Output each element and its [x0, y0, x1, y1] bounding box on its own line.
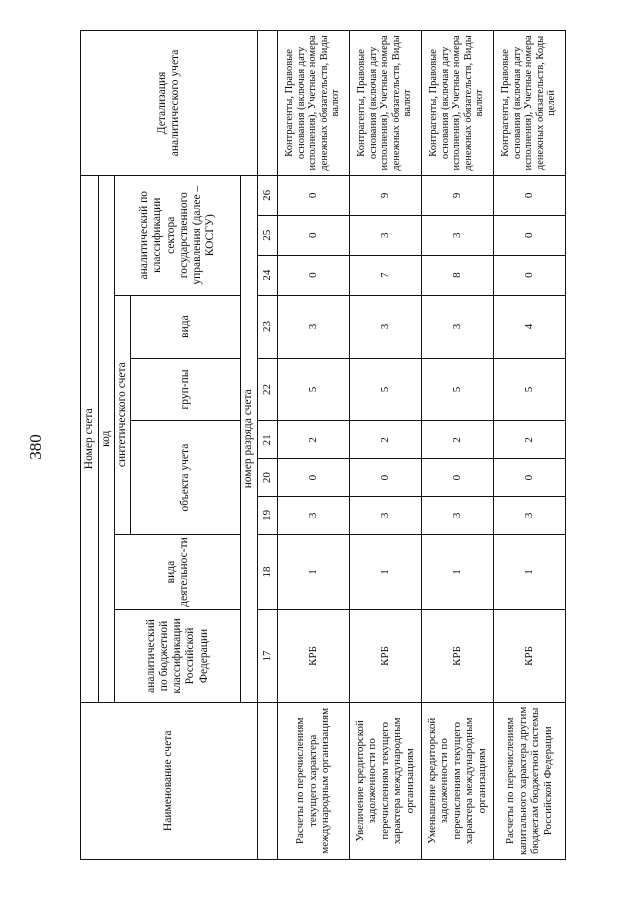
value-cell: 7 [349, 255, 421, 295]
header-activity-type: вида деятельнос-ти [115, 534, 241, 610]
header-kind: вида [131, 295, 241, 358]
value-cell: 3 [349, 215, 421, 255]
header-account-number: Номер счета [81, 175, 99, 702]
value-cell: 9 [349, 175, 421, 215]
column-number-empty [257, 702, 277, 859]
detail-cell: Контрагенты, Правовые основания (включая дату исполнения), Учетные номера денежных обязательств, Виды валют [421, 31, 493, 176]
header-account-name: Наименование счета [81, 702, 258, 859]
value-cell: 2 [349, 421, 421, 459]
table-row [349, 31, 421, 860]
header-object: объекта учета [131, 421, 241, 534]
value-cell: 0 [493, 215, 565, 255]
value-cell: 1 [421, 534, 493, 610]
value-cell: 3 [277, 497, 349, 535]
rotated-table-wrapper [80, 30, 560, 860]
column-number: 21 [257, 421, 277, 459]
header-detail: Детализация аналитического учета [81, 31, 258, 176]
value-cell: 0 [493, 175, 565, 215]
value-cell: 4 [493, 295, 565, 358]
account-name-cell: Расчеты по перечислениям капитального характера другим бюджетам бюджетной системы Российской Федерации [493, 702, 565, 859]
value-cell: КРБ [493, 610, 565, 702]
value-cell: 8 [421, 255, 493, 295]
value-cell: 9 [421, 175, 493, 215]
value-cell: 0 [277, 175, 349, 215]
table-row [421, 31, 493, 860]
header-group: груп-пы [131, 358, 241, 421]
column-number: 22 [257, 358, 277, 421]
value-cell: 3 [421, 215, 493, 255]
header-digit-number: номер разряда счета [241, 175, 257, 702]
value-cell: 0 [277, 215, 349, 255]
table-row [277, 31, 349, 860]
detail-cell: Контрагенты, Правовые основания (включая дату исполнения), Учетные номера денежных обязательств, Виды валют [277, 31, 349, 176]
value-cell: КРБ [349, 610, 421, 702]
value-cell: 2 [277, 421, 349, 459]
value-cell: 1 [349, 534, 421, 610]
value-cell: 0 [349, 459, 421, 497]
value-cell: 3 [349, 497, 421, 535]
value-cell: 1 [277, 534, 349, 610]
column-number: 25 [257, 215, 277, 255]
accounts-table [80, 30, 566, 860]
account-name-cell: Увеличение кредиторской задолженности по перечислениям текущего характера международным организациям [349, 702, 421, 859]
value-cell: 0 [277, 255, 349, 295]
value-cell: КРБ [421, 610, 493, 702]
value-cell: 3 [277, 295, 349, 358]
column-number: 19 [257, 497, 277, 535]
value-cell: 2 [493, 421, 565, 459]
detail-cell: Контрагенты, Правовые основания (включая дату исполнения), Учетные номера денежных обязательств, Виды валют [349, 31, 421, 176]
column-number: 20 [257, 459, 277, 497]
value-cell: КРБ [277, 610, 349, 702]
table-row [493, 31, 565, 860]
header-analytic-bk: аналитический по бюджетной классификации Российской Федерации [115, 610, 241, 702]
column-number: 24 [257, 255, 277, 295]
value-cell: 5 [349, 358, 421, 421]
value-cell: 3 [349, 295, 421, 358]
value-cell: 3 [421, 295, 493, 358]
value-cell: 1 [493, 534, 565, 610]
value-cell: 3 [493, 497, 565, 535]
value-cell: 5 [277, 358, 349, 421]
detail-cell: Контрагенты, Правовые основания (включая дату исполнения), Учетные номера денежных обязательств, Коды целей [493, 31, 565, 176]
header-kosgu: аналитический по классификации сектора государственного управления (далее – КОСГУ) [115, 175, 241, 295]
page-number: 380 [26, 434, 45, 460]
column-number: 26 [257, 175, 277, 215]
header-code: код [99, 175, 115, 702]
value-cell: 0 [493, 255, 565, 295]
value-cell: 0 [277, 459, 349, 497]
value-cell: 2 [421, 421, 493, 459]
column-number: 23 [257, 295, 277, 358]
column-number: 17 [257, 610, 277, 702]
value-cell: 0 [421, 459, 493, 497]
column-number: 18 [257, 534, 277, 610]
account-name-cell: Уменьшение кредиторской задолженности по перечислениям текущего характера международным организациям [421, 702, 493, 859]
value-cell: 5 [421, 358, 493, 421]
column-number-empty [257, 31, 277, 176]
value-cell: 0 [493, 459, 565, 497]
account-name-cell: Расчеты по перечислениям текущего характера международным организациям [277, 702, 349, 859]
value-cell: 3 [421, 497, 493, 535]
value-cell: 5 [493, 358, 565, 421]
header-synthetic: синтетического счета [115, 295, 131, 534]
